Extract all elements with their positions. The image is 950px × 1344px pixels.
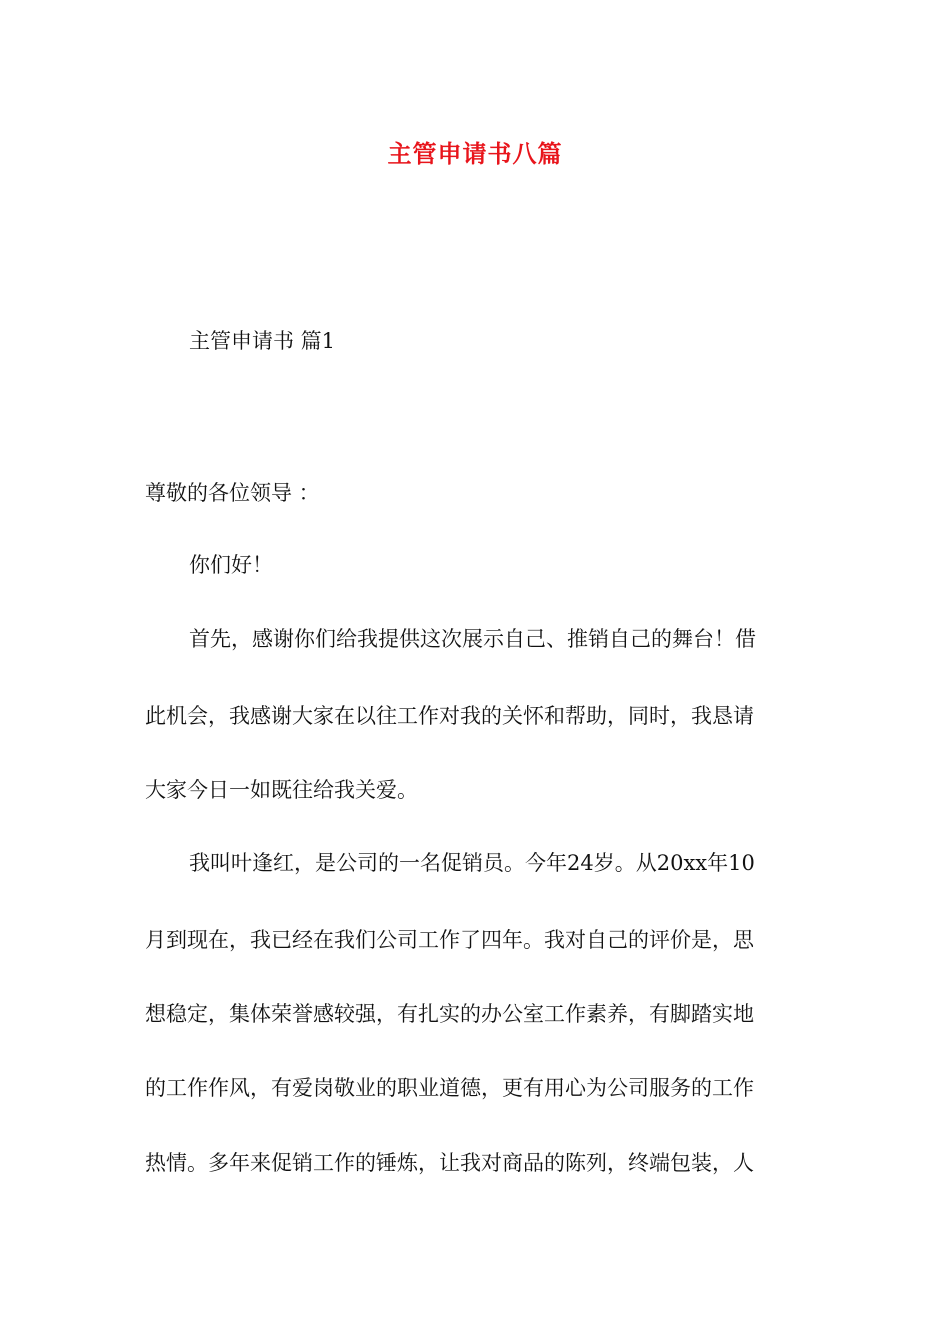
paragraph-line: 首先，感谢你们给我提供这次展示自己、推销自己的舞台！借 — [189, 627, 756, 651]
salutation: 尊敬的各位领导 ： — [145, 481, 320, 505]
document-title: 主管申请书八篇 — [387, 139, 563, 168]
section-heading: 主管申请书 篇1 — [189, 329, 336, 353]
paragraph-line: 的工作作风，有爱岗敬业的职业道德，更有用心为公司服务的工作 — [145, 1076, 754, 1100]
paragraph-line: 大家今日一如既往给我关爱。 — [145, 778, 418, 802]
paragraph-line: 我叫叶逢红，是公司的一名促销员。今年24岁。从20xx年10 — [189, 851, 755, 875]
greeting: 你们好！ — [189, 553, 273, 577]
paragraph-line: 热情。多年来促销工作的锤炼，让我对商品的陈列，终端包装，人 — [145, 1151, 754, 1175]
paragraph-line: 此机会，我感谢大家在以往工作对我的关怀和帮助，同时，我恳请 — [145, 704, 754, 728]
paragraph-line: 月到现在，我已经在我们公司工作了四年。我对自己的评价是，思 — [145, 928, 754, 952]
paragraph-line: 想稳定，集体荣誉感较强，有扎实的办公室工作素养，有脚踏实地 — [145, 1002, 754, 1026]
